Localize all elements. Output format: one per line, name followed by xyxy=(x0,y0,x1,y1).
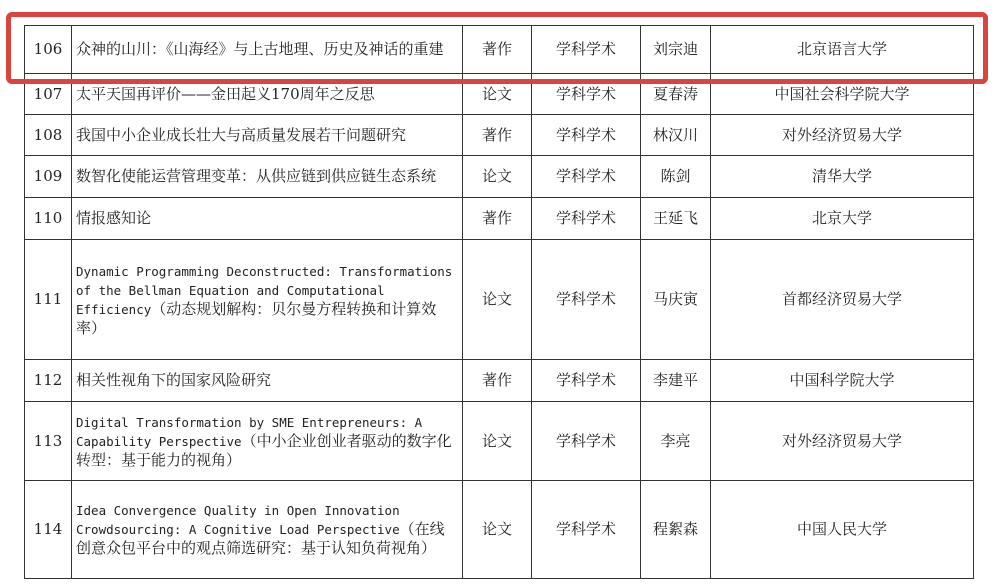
work-title xyxy=(72,240,463,360)
work-category: 学科学术 xyxy=(532,156,641,198)
table-row xyxy=(25,156,974,198)
table-row xyxy=(25,240,974,360)
work-title-chinese: （中小企业创业者驱动的数字化转型：基于能力的视角） xyxy=(76,431,452,469)
table-row xyxy=(25,402,974,481)
work-title: 相关性视角下的国家风险研究 xyxy=(72,360,463,402)
work-title xyxy=(72,402,463,481)
institution: 清华大学 xyxy=(711,156,974,198)
work-type: 论文 xyxy=(463,74,532,115)
row-number: 108 xyxy=(25,115,72,156)
work-type: 著作 xyxy=(463,198,532,240)
author-name: 李亮 xyxy=(641,402,711,481)
author-name: 陈剑 xyxy=(641,156,711,198)
author-name: 李建平 xyxy=(641,360,711,402)
work-title-chinese: （在线创意众包平台中的观点筛选研究：基于认知负荷视角） xyxy=(76,520,445,557)
table-row xyxy=(25,198,974,240)
author-name: 夏春涛 xyxy=(641,74,711,115)
work-category: 学科学术 xyxy=(532,481,641,579)
work-title: 太平天国再评价——金田起义170周年之反思 xyxy=(72,74,463,115)
work-category: 学科学术 xyxy=(532,360,641,402)
institution: 对外经济贸易大学 xyxy=(711,402,974,481)
work-category: 学科学术 xyxy=(532,402,641,481)
author-name: 刘宗迪 xyxy=(641,26,711,74)
work-category: 学科学术 xyxy=(532,198,641,240)
work-type: 论文 xyxy=(463,481,532,579)
row-number: 111 xyxy=(25,240,72,360)
institution: 北京语言大学 xyxy=(711,26,974,74)
institution: 首都经济贸易大学 xyxy=(711,240,974,360)
work-type: 论文 xyxy=(463,240,532,360)
awards-table xyxy=(24,25,974,579)
work-type: 论文 xyxy=(463,156,532,198)
work-type: 论文 xyxy=(463,402,532,481)
row-number: 112 xyxy=(25,360,72,402)
work-category: 学科学术 xyxy=(532,26,641,74)
row-number: 109 xyxy=(25,156,72,198)
table-row xyxy=(25,74,974,115)
row-number: 114 xyxy=(25,481,72,579)
table-row xyxy=(25,481,974,579)
work-category: 学科学术 xyxy=(532,115,641,156)
institution: 北京大学 xyxy=(711,198,974,240)
work-title xyxy=(72,481,463,579)
author-name: 马庆寅 xyxy=(641,240,711,360)
work-type: 著作 xyxy=(463,360,532,402)
work-title-english: Dynamic Programming Deconstructed: Transformations of the Bellman Equation and Computational Efficiency xyxy=(76,263,453,317)
author-name: 程絮森 xyxy=(641,481,711,579)
work-title-english: Idea Convergence Quality in Open Innovation Crowdsourcing: A Cognitive Load Perspective xyxy=(76,503,400,537)
work-category: 学科学术 xyxy=(532,240,641,360)
row-number: 106 xyxy=(25,26,72,74)
work-title: 情报感知论 xyxy=(72,198,463,240)
row-number: 107 xyxy=(25,74,72,115)
work-title: 众神的山川：《山海经》与上古地理、历史及神话的重建 xyxy=(72,26,463,74)
author-name: 王延飞 xyxy=(641,198,711,240)
work-type: 著作 xyxy=(463,26,532,74)
institution: 中国科学院大学 xyxy=(711,360,974,402)
work-category: 学科学术 xyxy=(532,74,641,115)
work-title-english: Digital Transformation by SME Entrepreneurs: A Capability Perspective xyxy=(76,414,423,449)
work-type: 著作 xyxy=(463,115,532,156)
table-row xyxy=(25,26,974,74)
table-row xyxy=(25,115,974,156)
work-title: 我国中小企业成长壮大与高质量发展若干问题研究 xyxy=(72,115,463,156)
work-title: 数智化使能运营管理变革：从供应链到供应链生态系统 xyxy=(72,156,463,198)
work-title-chinese: （动态规划解构：贝尔曼方程转换和计算效率） xyxy=(76,299,437,337)
table-row xyxy=(25,360,974,402)
institution: 对外经济贸易大学 xyxy=(711,115,974,156)
institution: 中国人民大学 xyxy=(711,481,974,579)
row-number: 110 xyxy=(25,198,72,240)
row-number: 113 xyxy=(25,402,72,481)
institution: 中国社会科学院大学 xyxy=(711,74,974,115)
author-name: 林汉川 xyxy=(641,115,711,156)
